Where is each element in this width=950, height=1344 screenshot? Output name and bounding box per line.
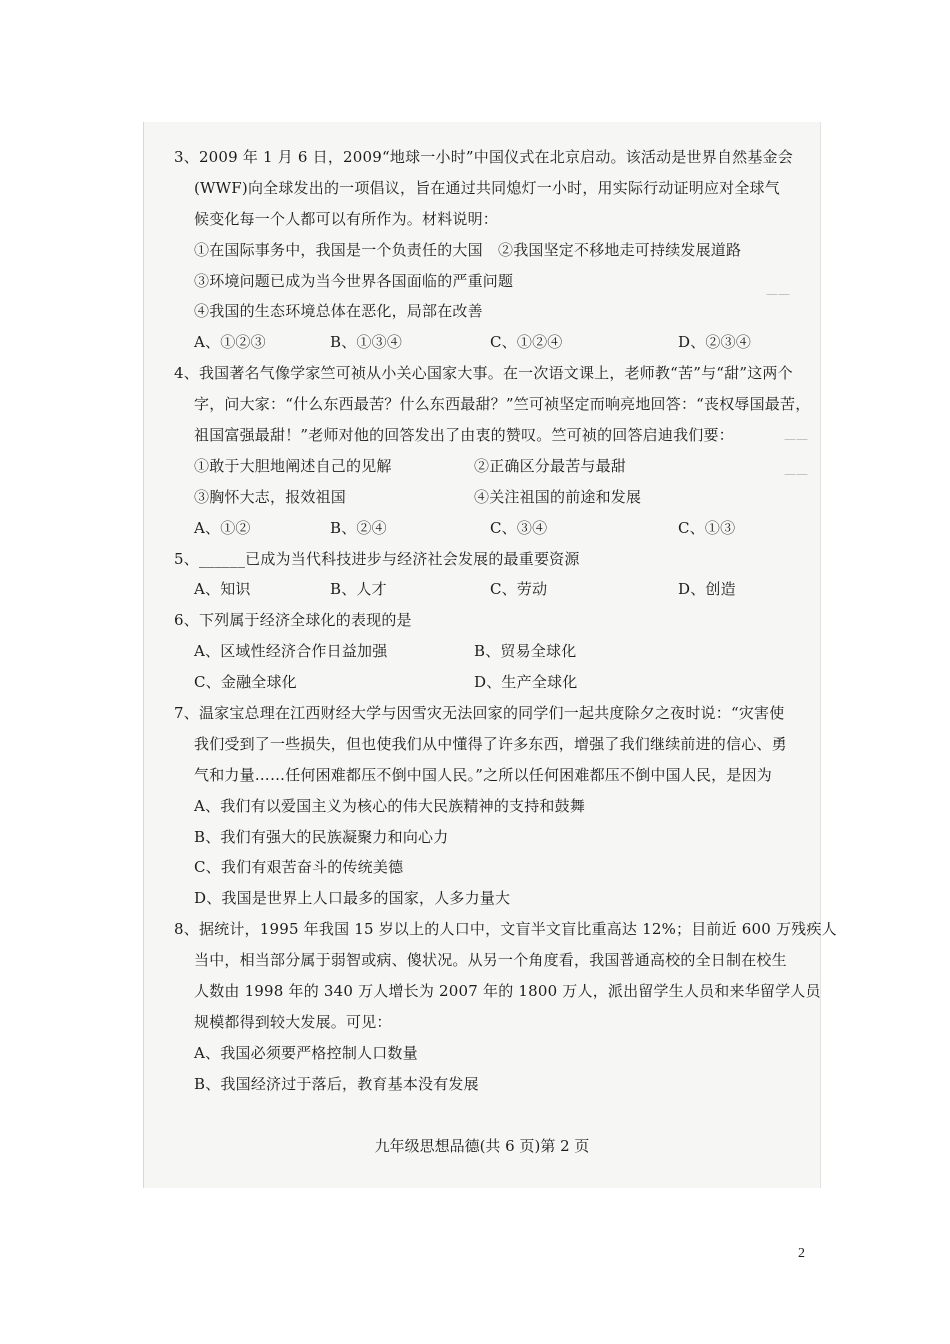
option-a: A、①②: [194, 518, 251, 537]
page-footer: 九年级思想品德(共 6 页)第 2 页: [374, 1137, 590, 1155]
question-stem-line: 7、温家宝总理在江西财经大学与因雪灾无法回家的同学们一起共度除夕之夜时说：“灾害使: [174, 704, 785, 723]
question-6: [174, 605, 804, 698]
statement-item: ①敢于大胆地阐述自己的见解: [194, 456, 392, 475]
question-5: [174, 544, 804, 606]
option-d: C、①③: [678, 518, 736, 537]
answer-options: [174, 667, 804, 698]
option-b: B、我国经济过于落后，教育基本没有发展: [194, 1074, 479, 1093]
question-stem-line: 候变化每一个人都可以有所作为。材料说明：: [194, 209, 499, 228]
question-stem-line: 我们受到了一些损失，但也使我们从中懂得了许多东西，增强了我们继续前进的信心、勇: [194, 734, 787, 753]
question-content: [174, 142, 837, 1100]
option-d: D、②③④: [678, 333, 752, 352]
option-b: B、人才: [330, 580, 387, 599]
question-stem-line: (WWF)向全球发出的一项倡议，旨在通过共同熄灯一小时，用实际行动证明应对全球气: [194, 178, 780, 197]
question-stem-line: 当中，相当部分属于弱智或病、傻状况。从另一个角度看，我国普通高校的全日制在校生: [194, 951, 787, 970]
question-stem-line: 5、______已成为当代科技进步与经济社会发展的最重要资源: [174, 549, 580, 568]
option-c: C、①②④: [490, 333, 563, 352]
question-stem-line: 6、下列属于经济全球化的表现的是: [174, 611, 412, 630]
answer-options: [174, 513, 804, 544]
question-stem-line: 字，问大家：“什么东西最苦？什么东西最甜？”竺可祯坚定而响亮地回答：“丧权辱国最苦，: [194, 395, 811, 414]
option-d: D、生产全球化: [474, 673, 578, 692]
option-a: A、我们有以爱国主义为核心的伟大民族精神的支持和鼓舞: [194, 796, 586, 815]
statement-row: [174, 482, 804, 513]
statement-item: ②正确区分最苦与最甜: [474, 456, 627, 475]
option-d: D、创造: [678, 580, 736, 599]
option-b: B、我们有强大的民族凝聚力和向心力: [194, 827, 449, 846]
statement-row: [174, 451, 804, 482]
option-d: D、我国是世界上人口最多的国家，人多力量大: [194, 889, 511, 908]
option-b: B、贸易全球化: [474, 642, 577, 661]
option-c: C、我们有艰苦奋斗的传统美德: [194, 858, 404, 877]
option-a: A、知识: [194, 580, 251, 599]
question-stem-line: 祖国富强最甜！”老师对他的回答发出了由衷的赞叹。竺可祯的回答启迪我们要：: [194, 426, 734, 445]
statement-item: ③胸怀大志，报效祖国: [194, 487, 347, 506]
option-a: A、①②③: [194, 333, 266, 352]
bleed-through-mark: ——: [784, 467, 808, 481]
question-stem-line: 规模都得到较大发展。可见：: [194, 1012, 392, 1031]
question-7: [174, 698, 804, 914]
scanned-exam-page: [143, 122, 837, 1188]
option-c: C、劳动: [490, 580, 548, 599]
option-b: B、②④: [330, 518, 387, 537]
question-stem-line: 人数由 1998 年的 340 万人增长为 2007 年的 1800 万人，派出留学生人员和来华留学人员: [194, 982, 821, 1001]
statement-item: ①在国际事务中，我国是一个负责任的大国 ②我国坚定不移地走可持续发展道路: [194, 240, 742, 259]
bleed-through-mark: ——: [766, 287, 790, 301]
question-stem-line: 4、我国著名气像学家竺可祯从小关心国家大事。在一次语文课上，老师教“苦”与“甜”这两个: [174, 364, 793, 383]
bleed-through-mark: ——: [784, 432, 808, 446]
statement-item: ③环境问题已成为当今世界各国面临的严重问题: [194, 271, 514, 290]
question-3: [174, 142, 804, 358]
option-b: B、①③④: [330, 333, 403, 352]
statement-item: ④关注祖国的前途和发展: [474, 487, 642, 506]
option-a: A、我国必须要严格控制人口数量: [194, 1043, 418, 1062]
question-stem-line: 3、2009 年 1 月 6 日，2009“地球一小时”中国仪式在北京启动。该活动是世界自然基金会: [174, 148, 793, 166]
question-stem-line: 气和力量……任何困难都压不倒中国人民。”之所以任何困难都压不倒中国人民，是因为: [194, 765, 772, 784]
answer-options: [174, 327, 804, 358]
answer-options: [174, 636, 804, 667]
answer-options: [174, 574, 804, 605]
option-c: C、金融全球化: [194, 673, 297, 692]
option-a: A、区域性经济合作日益加强: [194, 642, 388, 661]
question-stem-line: 8、据统计，1995 年我国 15 岁以上的人口中，文盲半文盲比重高达 12%；目前近 600 万残疾人: [174, 920, 837, 939]
page-number: 2: [798, 1246, 805, 1261]
statement-item: ④我国的生态环境总体在恶化，局部在改善: [194, 302, 483, 321]
question-8: [174, 914, 837, 1099]
option-c: C、③④: [490, 518, 548, 537]
question-4: [174, 358, 811, 543]
